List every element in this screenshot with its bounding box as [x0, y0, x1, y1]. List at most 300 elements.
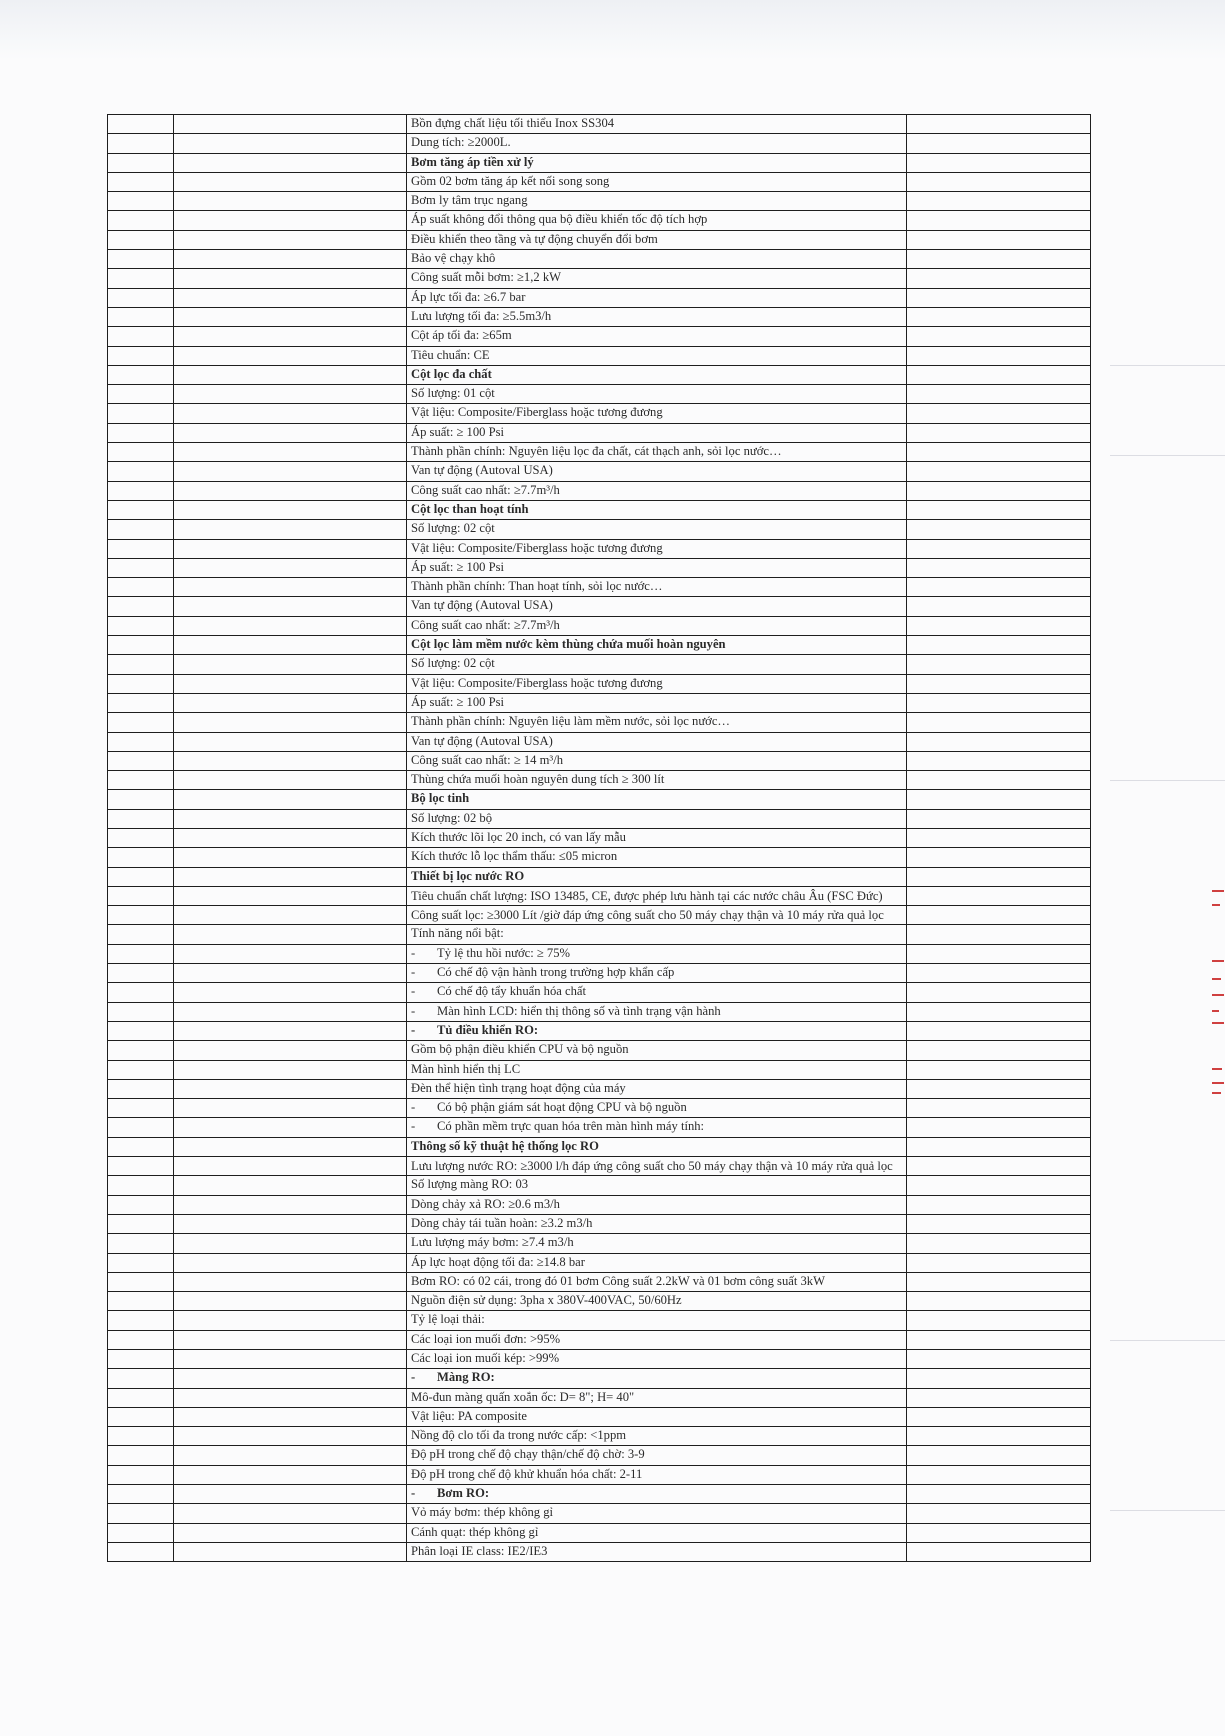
item-name-cell [174, 172, 407, 191]
table-row [108, 1388, 1091, 1407]
index-cell [108, 1021, 174, 1040]
spec-text-cell [407, 134, 907, 153]
spec-text: Tiêu chuẩn: CE [411, 347, 490, 362]
spec-text-cell [407, 1465, 907, 1484]
spec-text-cell [407, 1002, 907, 1021]
index-cell [108, 1427, 174, 1446]
index-cell [108, 983, 174, 1002]
index-cell [108, 307, 174, 326]
spec-text-cell [407, 423, 907, 442]
note-cell [907, 1157, 1091, 1176]
spec-text-cell [407, 153, 907, 172]
index-cell [108, 1272, 174, 1291]
spec-text: Thùng chứa muối hoàn nguyên dung tích ≥ 300 lít [411, 772, 665, 787]
index-cell [108, 713, 174, 732]
index-cell [108, 1079, 174, 1098]
spec-text-cell [407, 307, 907, 326]
item-name-cell [174, 1388, 407, 1407]
note-cell [907, 1350, 1091, 1369]
note-cell [907, 790, 1091, 809]
note-cell [907, 1272, 1091, 1291]
index-cell [108, 404, 174, 423]
item-name-cell [174, 1195, 407, 1214]
spec-table [107, 114, 1091, 1562]
note-cell [907, 481, 1091, 500]
spec-text-cell [407, 192, 907, 211]
spec-text-cell [407, 1407, 907, 1426]
item-name-cell [174, 211, 407, 230]
item-name-cell [174, 1157, 407, 1176]
spec-text-cell [407, 848, 907, 867]
note-cell [907, 964, 1091, 983]
index-cell [108, 886, 174, 905]
table-row [108, 578, 1091, 597]
item-name-cell [174, 558, 407, 577]
item-name-cell [174, 1350, 407, 1369]
table-row [108, 558, 1091, 577]
item-name-cell [174, 250, 407, 269]
index-cell [108, 346, 174, 365]
index-cell [108, 636, 174, 655]
note-cell [907, 1253, 1091, 1272]
table-row [108, 693, 1091, 712]
index-cell [108, 1002, 174, 1021]
note-cell [907, 848, 1091, 867]
index-cell [108, 751, 174, 770]
table-row [108, 443, 1091, 462]
spec-text-cell [407, 1253, 907, 1272]
spec-text-cell [407, 1388, 907, 1407]
note-cell [907, 1388, 1091, 1407]
table-row [108, 500, 1091, 519]
note-cell [907, 1214, 1091, 1233]
table-row [108, 1195, 1091, 1214]
index-cell [108, 1253, 174, 1272]
spec-text-cell [407, 597, 907, 616]
item-name-cell [174, 886, 407, 905]
table-row [108, 1523, 1091, 1542]
index-cell [108, 269, 174, 288]
item-name-cell [174, 365, 407, 384]
table-row [108, 115, 1091, 134]
spec-text-cell [407, 944, 907, 963]
table-row [108, 1021, 1091, 1040]
index-cell [108, 539, 174, 558]
scan-shadow [0, 0, 1225, 60]
note-cell [907, 1021, 1091, 1040]
table-row [108, 1060, 1091, 1079]
index-cell [108, 1176, 174, 1195]
note-cell [907, 327, 1091, 346]
spec-text-cell [407, 462, 907, 481]
item-name-cell [174, 674, 407, 693]
spec-text-cell [407, 1137, 907, 1156]
spec-text-cell [407, 867, 907, 886]
item-name-cell [174, 1272, 407, 1291]
spec-text-cell [407, 1523, 907, 1542]
item-name-cell [174, 288, 407, 307]
spec-text: Thiết bị lọc nước RO [411, 868, 525, 883]
item-name-cell [174, 1253, 407, 1272]
spec-text-cell [407, 346, 907, 365]
spec-text: Tiêu chuẩn chất lượng: ISO 13485, CE, được phép lưu hành tại các nước châu Âu (FSC Đức) [411, 888, 883, 903]
spec-text: Màn hình LCD: hiển thị thông số và tình trạng vận hành [437, 1003, 721, 1018]
note-cell [907, 1427, 1091, 1446]
item-name-cell [174, 1504, 407, 1523]
note-cell [907, 1292, 1091, 1311]
table-row [108, 925, 1091, 944]
index-cell [108, 1060, 174, 1079]
index-cell [108, 1407, 174, 1426]
index-cell [108, 867, 174, 886]
spec-text-cell [407, 906, 907, 925]
spec-text-cell [407, 636, 907, 655]
index-cell [108, 1099, 174, 1118]
note-cell [907, 385, 1091, 404]
spec-text-cell [407, 1118, 907, 1137]
spec-text-cell [407, 1504, 907, 1523]
list-dash: - [411, 1003, 416, 1018]
spec-text: Công suất lọc: ≥3000 Lít /giờ đáp ứng công suất cho 50 máy chạy thận và 10 máy rửa quả lọc [411, 908, 884, 923]
scan-hairline [1110, 1340, 1225, 1341]
spec-text-cell [407, 385, 907, 404]
spec-text: Có chế độ vận hành trong trường hợp khẩn cấp [437, 965, 675, 980]
item-name-cell [174, 1311, 407, 1330]
note-cell [907, 906, 1091, 925]
item-name-cell [174, 1234, 407, 1253]
table-row [108, 520, 1091, 539]
index-cell [108, 1311, 174, 1330]
table-row [108, 674, 1091, 693]
spec-text: Công suất cao nhất: ≥7.7m³/h [411, 617, 560, 632]
item-name-cell [174, 307, 407, 326]
item-name-cell [174, 616, 407, 635]
index-cell [108, 1465, 174, 1484]
note-cell [907, 211, 1091, 230]
spec-text: Có phần mềm trực quan hóa trên màn hình máy tính: [437, 1119, 705, 1134]
list-dash: - [411, 1119, 416, 1134]
table-row [108, 365, 1091, 384]
spec-text: Bảo vệ chạy khô [411, 251, 496, 266]
spec-text-cell [407, 1234, 907, 1253]
table-row [108, 809, 1091, 828]
index-cell [108, 1195, 174, 1214]
table-row [108, 1292, 1091, 1311]
item-name-cell [174, 443, 407, 462]
table-row [108, 1504, 1091, 1523]
spec-text-cell [407, 1369, 907, 1388]
item-name-cell [174, 1118, 407, 1137]
spec-text-cell [407, 771, 907, 790]
note-cell [907, 1485, 1091, 1504]
table-row [108, 828, 1091, 847]
table-row [108, 346, 1091, 365]
spec-text: Vật liệu: Composite/Fiberglass hoặc tương đương [411, 540, 663, 555]
spec-text: Dòng chảy xả RO: ≥0.6 m3/h [411, 1196, 560, 1211]
spec-text: Van tự động (Autoval USA) [411, 463, 553, 478]
table-row [108, 636, 1091, 655]
spec-text: Công suất cao nhất: ≥7.7m³/h [411, 482, 560, 497]
spec-text: Bơm tăng áp tiền xử lý [411, 154, 534, 169]
table-row [108, 1041, 1091, 1060]
item-name-cell [174, 1542, 407, 1561]
item-name-cell [174, 423, 407, 442]
note-cell [907, 771, 1091, 790]
index-cell [108, 327, 174, 346]
spec-text-cell [407, 616, 907, 635]
note-cell [907, 944, 1091, 963]
item-name-cell [174, 462, 407, 481]
note-cell [907, 1369, 1091, 1388]
spec-text: Độ pH trong chế độ khử khuẩn hóa chất: 2-11 [411, 1466, 643, 1481]
note-cell [907, 134, 1091, 153]
spec-text: Áp suất: ≥ 100 Psi [411, 559, 504, 574]
note-cell [907, 1446, 1091, 1465]
table-row [108, 1157, 1091, 1176]
note-cell [907, 732, 1091, 751]
spec-text-cell [407, 1542, 907, 1561]
item-name-cell [174, 983, 407, 1002]
item-name-cell [174, 1041, 407, 1060]
spec-text: Cột lọc làm mềm nước kèm thùng chứa muối hoàn nguyên [411, 637, 726, 652]
spec-text: Cột áp tối đa: ≥65m [411, 328, 512, 343]
spec-text: Màn hình hiển thị LC [411, 1061, 521, 1076]
spec-text-cell [407, 365, 907, 384]
note-cell [907, 1330, 1091, 1349]
spec-text: Vật liệu: PA composite [411, 1408, 528, 1423]
note-cell [907, 172, 1091, 191]
spec-text: Áp lực tối đa: ≥6.7 bar [411, 289, 526, 304]
item-name-cell [174, 1021, 407, 1040]
spec-text: Số lượng: 02 cột [411, 656, 495, 671]
spec-text: Gồm bộ phận điều khiển CPU và bộ nguồn [411, 1042, 629, 1057]
note-cell [907, 1195, 1091, 1214]
table-row [108, 192, 1091, 211]
index-cell [108, 674, 174, 693]
scan-hairline [1110, 455, 1225, 456]
table-row [108, 172, 1091, 191]
item-name-cell [174, 1002, 407, 1021]
spec-text: Thành phần chính: Nguyên liệu lọc đa chất, cát thạch anh, sỏi lọc nước… [411, 444, 782, 459]
item-name-cell [174, 867, 407, 886]
table-row [108, 404, 1091, 423]
index-cell [108, 1504, 174, 1523]
spec-text-cell [407, 520, 907, 539]
table-row [108, 790, 1091, 809]
spec-text-cell [407, 1176, 907, 1195]
index-cell [108, 809, 174, 828]
index-cell [108, 365, 174, 384]
note-cell [907, 886, 1091, 905]
spec-text: Bơm ly tâm trục ngang [411, 193, 528, 208]
spec-text: Màng RO: [437, 1370, 495, 1385]
index-cell [108, 1330, 174, 1349]
spec-text-cell [407, 1330, 907, 1349]
spec-text-cell [407, 269, 907, 288]
index-cell [108, 1542, 174, 1561]
spec-text: Áp suất: ≥ 100 Psi [411, 694, 504, 709]
scan-hairline [1110, 365, 1225, 366]
note-cell [907, 809, 1091, 828]
table-row [108, 771, 1091, 790]
spec-text-cell [407, 1060, 907, 1079]
index-cell [108, 1234, 174, 1253]
note-cell [907, 500, 1091, 519]
item-name-cell [174, 751, 407, 770]
spec-text-cell [407, 886, 907, 905]
item-name-cell [174, 115, 407, 134]
item-name-cell [174, 848, 407, 867]
index-cell [108, 771, 174, 790]
table-row [108, 1118, 1091, 1137]
note-cell [907, 1523, 1091, 1542]
spec-text-cell [407, 1099, 907, 1118]
index-cell [108, 1118, 174, 1137]
note-cell [907, 269, 1091, 288]
spec-text: Phân loại IE class: IE2/IE3 [411, 1543, 548, 1558]
spec-text: Lưu lượng tối đa: ≥5.5m3/h [411, 308, 552, 323]
index-cell [108, 1485, 174, 1504]
spec-text: Van tự động (Autoval USA) [411, 598, 553, 613]
spec-text: Bộ lọc tinh [411, 791, 470, 806]
table-row [108, 732, 1091, 751]
item-name-cell [174, 404, 407, 423]
item-name-cell [174, 1369, 407, 1388]
table-row [108, 616, 1091, 635]
index-cell [108, 558, 174, 577]
item-name-cell [174, 964, 407, 983]
index-cell [108, 443, 174, 462]
item-name-cell [174, 597, 407, 616]
spec-text-cell [407, 655, 907, 674]
list-dash: - [411, 1486, 416, 1501]
note-cell [907, 346, 1091, 365]
spec-text-cell [407, 404, 907, 423]
index-cell [108, 1041, 174, 1060]
index-cell [108, 1369, 174, 1388]
note-cell [907, 423, 1091, 442]
note-cell [907, 153, 1091, 172]
note-cell [907, 983, 1091, 1002]
spec-text-cell [407, 674, 907, 693]
item-name-cell [174, 771, 407, 790]
item-name-cell [174, 1407, 407, 1426]
table-row [108, 848, 1091, 867]
index-cell [108, 134, 174, 153]
table-row [108, 250, 1091, 269]
index-cell [108, 1523, 174, 1542]
spec-text: Áp suất: ≥ 100 Psi [411, 424, 504, 439]
spec-text: Kích thước lõi lọc 20 inch, có van lấy mẫu [411, 829, 626, 844]
note-cell [907, 1311, 1091, 1330]
spec-text: Kích thước lỗ lọc thẩm thấu: ≤05 micron [411, 849, 618, 864]
table-row [108, 307, 1091, 326]
spec-text-cell [407, 983, 907, 1002]
note-cell [907, 1079, 1091, 1098]
table-row [108, 1079, 1091, 1098]
item-name-cell [174, 809, 407, 828]
spec-text: Thông số kỹ thuật hệ thống lọc RO [411, 1138, 599, 1153]
spec-text: Số lượng màng RO: 03 [411, 1177, 529, 1192]
spec-text: Công suất cao nhất: ≥ 14 m³/h [411, 752, 563, 767]
table-row [108, 385, 1091, 404]
spec-text-cell [407, 211, 907, 230]
table-row [108, 655, 1091, 674]
spec-text: Thành phần chính: Nguyên liệu làm mềm nước, sỏi lọc nước… [411, 714, 731, 729]
note-cell [907, 365, 1091, 384]
spec-text: Lưu lượng máy bơm: ≥7.4 m3/h [411, 1235, 574, 1250]
spec-text: Vật liệu: Composite/Fiberglass hoặc tương đương [411, 675, 663, 690]
note-cell [907, 1504, 1091, 1523]
item-name-cell [174, 500, 407, 519]
table-row [108, 1407, 1091, 1426]
table-row [108, 230, 1091, 249]
spec-text: Tủ điều khiển RO: [437, 1022, 539, 1037]
spec-text: Số lượng: 02 cột [411, 521, 495, 536]
index-cell [108, 964, 174, 983]
note-cell [907, 655, 1091, 674]
index-cell [108, 732, 174, 751]
list-dash: - [411, 945, 416, 960]
index-cell [108, 693, 174, 712]
index-cell [108, 790, 174, 809]
spec-text: Cột lọc đa chất [411, 366, 492, 381]
item-name-cell [174, 1099, 407, 1118]
spec-text-cell [407, 539, 907, 558]
table-row [108, 1465, 1091, 1484]
item-name-cell [174, 713, 407, 732]
note-cell [907, 539, 1091, 558]
item-name-cell [174, 1176, 407, 1195]
spec-text: Vỏ máy bơm: thép không gỉ [411, 1505, 554, 1520]
note-cell [907, 1407, 1091, 1426]
spec-text: Tỷ lệ thu hồi nước: ≥ 75% [437, 945, 571, 960]
index-cell [108, 655, 174, 674]
table-row [108, 1369, 1091, 1388]
spec-text-cell [407, 1157, 907, 1176]
item-name-cell [174, 520, 407, 539]
index-cell [108, 500, 174, 519]
item-name-cell [174, 1427, 407, 1446]
table-row [108, 1234, 1091, 1253]
note-cell [907, 230, 1091, 249]
table-row [108, 423, 1091, 442]
note-cell [907, 578, 1091, 597]
table-row [108, 906, 1091, 925]
item-name-cell [174, 539, 407, 558]
spec-text: Công suất mỗi bơm: ≥1,2 kW [411, 270, 561, 285]
table-row [108, 867, 1091, 886]
table-row [108, 1214, 1091, 1233]
table-row [108, 1330, 1091, 1349]
spec-text: Điều khiển theo tầng và tự động chuyển đổi bơm [411, 231, 658, 246]
index-cell [108, 1137, 174, 1156]
spec-text-cell [407, 1427, 907, 1446]
list-dash: - [411, 965, 416, 980]
item-name-cell [174, 655, 407, 674]
spec-text-cell [407, 1350, 907, 1369]
index-cell [108, 250, 174, 269]
spec-text-cell [407, 288, 907, 307]
index-cell [108, 597, 174, 616]
item-name-cell [174, 346, 407, 365]
spec-text: Vật liệu: Composite/Fiberglass hoặc tương đương [411, 405, 663, 420]
table-row [108, 944, 1091, 963]
spec-text: Mô-đun màng quấn xoắn ốc: D= 8"; H= 40" [411, 1389, 635, 1404]
spec-text: Van tự động (Autoval USA) [411, 733, 553, 748]
spec-text-cell [407, 230, 907, 249]
spec-text: Đèn thể hiện tình trạng hoạt động của máy [411, 1080, 626, 1095]
